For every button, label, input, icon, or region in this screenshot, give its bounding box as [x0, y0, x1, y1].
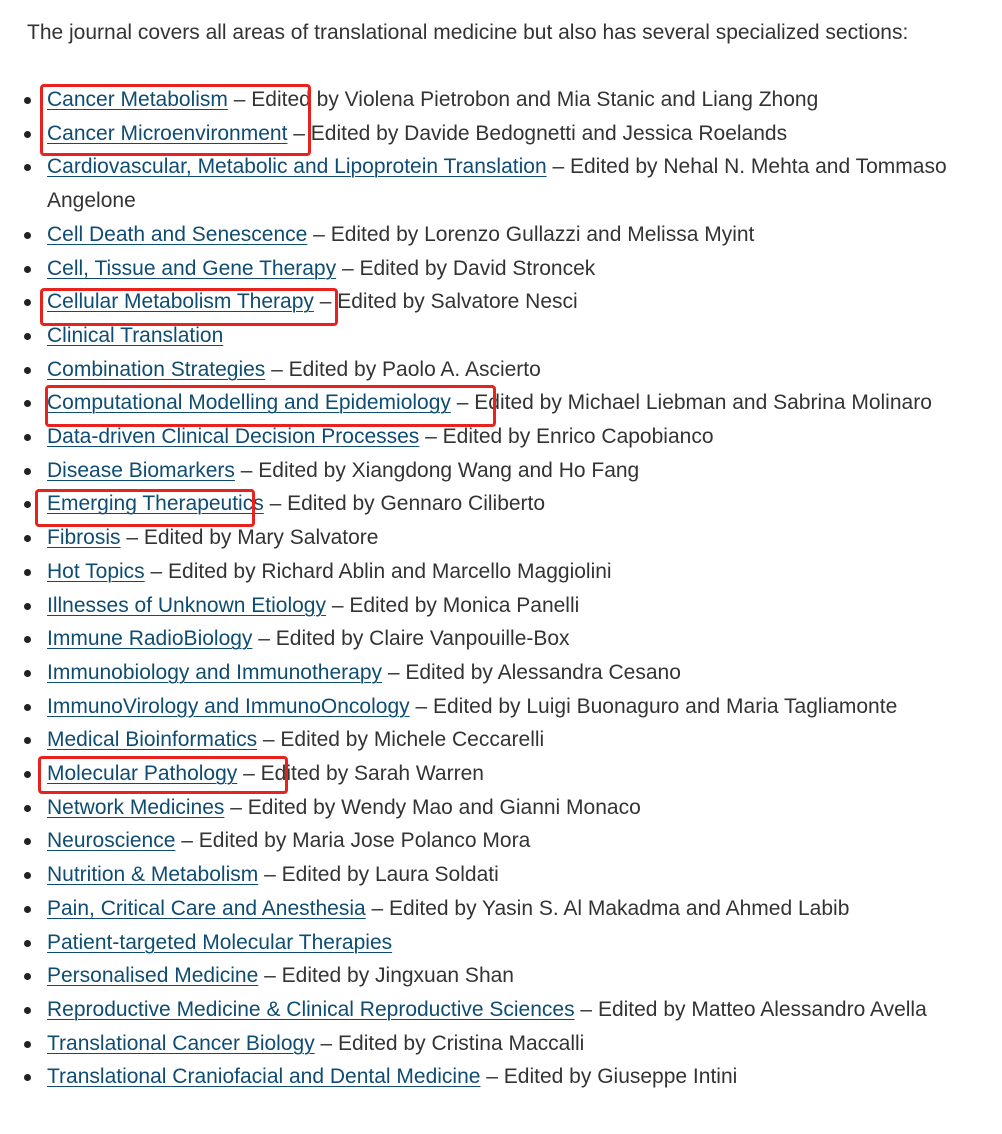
list-item — [0, 656, 1002, 690]
bullet-icon — [24, 872, 31, 879]
section-editors: – Edited by Cristina Maccalli — [314, 1031, 585, 1055]
section-editors: – Edited by Laura Soldati — [258, 863, 499, 887]
list-item — [0, 319, 1002, 353]
section-editors: – Edited by Luigi Buonaguro and Maria Tagliamonte — [409, 694, 898, 718]
bullet-icon — [24, 333, 31, 340]
bullet-icon — [24, 97, 31, 104]
bullet-icon — [24, 434, 31, 441]
bullet-icon — [24, 266, 31, 273]
list-item — [0, 117, 1002, 151]
section-link[interactable]: Medical Bioinformatics — [47, 728, 258, 752]
section-link[interactable]: Personalised Medicine — [47, 964, 259, 988]
list-item — [0, 690, 1002, 724]
list-item — [0, 83, 1002, 117]
section-editors: – Edited by Paolo A. Ascierto — [265, 357, 541, 381]
bullet-icon — [24, 704, 31, 711]
section-editors: – Edited by Mary Salvatore — [120, 526, 379, 550]
section-link[interactable]: Emerging Therapeutics — [47, 492, 264, 516]
bullet-icon — [24, 603, 31, 610]
bullet-icon — [24, 636, 31, 643]
list-item — [0, 420, 1002, 454]
section-link[interactable]: ImmunoVirology and ImmunoOncology — [47, 694, 410, 718]
section-link[interactable]: Combination Strategies — [47, 357, 266, 381]
bullet-icon — [24, 232, 31, 239]
section-link[interactable]: Cell Death and Senescence — [47, 222, 308, 246]
section-editors: – Edited by Richard Ablin and Marcello Maggiolini — [144, 559, 612, 583]
list-item — [0, 622, 1002, 656]
list-item — [0, 1060, 1002, 1094]
bullet-icon — [24, 164, 31, 171]
bullet-icon — [24, 906, 31, 913]
intro-paragraph: The journal covers all areas of translational medicine but also has several specialized sections: — [27, 21, 909, 44]
section-link[interactable]: Neuroscience — [47, 829, 176, 853]
section-link[interactable]: Network Medicines — [47, 795, 225, 819]
bullet-icon — [24, 1007, 31, 1014]
section-link[interactable]: Cell, Tissue and Gene Therapy — [47, 256, 337, 280]
section-editors: – Edited by Michele Ceccarelli — [257, 728, 545, 752]
section-editors: – Edited by Sarah Warren — [237, 762, 484, 786]
list-item — [0, 757, 1002, 791]
list-item — [0, 993, 1002, 1027]
list-item — [0, 589, 1002, 623]
section-link[interactable]: Nutrition & Metabolism — [47, 863, 259, 887]
list-item — [0, 150, 1002, 217]
bullet-icon — [24, 569, 31, 576]
list-item — [0, 892, 1002, 926]
bullet-icon — [24, 805, 31, 812]
list-item — [0, 824, 1002, 858]
list-item — [0, 487, 1002, 521]
section-editors: – Edited by Enrico Capobianco — [419, 425, 714, 449]
section-link[interactable]: Hot Topics — [47, 559, 145, 583]
section-link[interactable]: Translational Craniofacial and Dental Medicine — [47, 1065, 481, 1089]
section-link[interactable]: Disease Biomarkers — [47, 458, 235, 482]
bullet-icon — [24, 131, 31, 138]
list-item — [0, 353, 1002, 387]
bullet-icon — [24, 299, 31, 306]
section-editors: – Edited by Monica Panelli — [325, 593, 580, 617]
section-link[interactable]: Immunobiology and Immunotherapy — [47, 660, 383, 684]
bullet-icon — [24, 468, 31, 475]
section-editors: – Edited by Claire Vanpouille-Box — [252, 627, 570, 651]
section-editors: – Edited by Yasin S. Al Makadma and Ahmed Labib — [365, 896, 850, 920]
section-editors: – Edited by Matteo Alessandro Avella — [574, 997, 927, 1021]
section-link[interactable]: Computational Modelling and Epidemiology — [47, 391, 451, 415]
section-link[interactable]: Patient-targeted Molecular Therapies — [47, 930, 393, 954]
bullet-icon — [24, 940, 31, 947]
section-editors: – Edited by Gennaro Ciliberto — [263, 492, 546, 516]
list-item — [0, 252, 1002, 286]
section-link[interactable]: Fibrosis — [47, 526, 121, 550]
bullet-icon — [24, 501, 31, 508]
section-link[interactable]: Data-driven Clinical Decision Processes — [47, 425, 420, 449]
bullet-icon — [24, 535, 31, 542]
section-editors: – Edited by Jingxuan Shan — [258, 964, 514, 988]
section-editors: – Edited by Nehal N. Mehta and Tommaso Angelone — [47, 155, 947, 213]
list-item — [0, 555, 1002, 589]
section-link[interactable]: Reproductive Medicine & Clinical Reproductive Sciences — [47, 997, 575, 1021]
section-link[interactable]: Pain, Critical Care and Anesthesia — [47, 896, 366, 920]
section-editors: – Edited by Michael Liebman and Sabrina Molinaro — [450, 391, 932, 415]
section-link[interactable]: Immune RadioBiology — [47, 627, 253, 651]
section-editors: – Edited by Wendy Mao and Gianni Monaco — [224, 795, 641, 819]
list-item — [0, 858, 1002, 892]
section-editors: – Edited by David Stroncek — [336, 256, 596, 280]
section-editors: – Edited by Maria Jose Polanco Mora — [175, 829, 531, 853]
section-editors: – Edited by Violena Pietrobon and Mia Stanic and Liang Zhong — [227, 88, 819, 111]
section-link[interactable]: Translational Cancer Biology — [47, 1031, 315, 1055]
section-list — [0, 83, 1002, 1094]
bullet-icon — [24, 400, 31, 407]
section-link[interactable]: Cardiovascular, Metabolic and Lipoprotein Translation — [47, 155, 547, 179]
bullet-icon — [24, 771, 31, 778]
section-link[interactable]: Molecular Pathology — [47, 762, 238, 786]
section-link[interactable]: Illnesses of Unknown Etiology — [47, 593, 326, 617]
bullet-icon — [24, 737, 31, 744]
bullet-icon — [24, 367, 31, 374]
list-item — [0, 218, 1002, 252]
bullet-icon — [24, 1041, 31, 1048]
section-link[interactable]: Cancer Metabolism — [47, 88, 228, 111]
bullet-icon — [24, 1074, 31, 1081]
bullet-icon — [24, 973, 31, 980]
section-editors: – Edited by Salvatore Nesci — [313, 290, 578, 314]
list-item — [0, 521, 1002, 555]
section-editors: – Edited by Davide Bedognetti and Jessica Roelands — [287, 121, 788, 145]
list-item — [0, 791, 1002, 825]
section-editors: – Edited by Xiangdong Wang and Ho Fang — [234, 458, 640, 482]
section-editors: – Edited by Alessandra Cesano — [382, 660, 681, 684]
list-item — [0, 723, 1002, 757]
section-editors: – Edited by Lorenzo Gullazzi and Melissa Myint — [307, 222, 755, 246]
list-item — [0, 386, 1002, 420]
section-link[interactable]: Cancer Microenvironment — [47, 121, 288, 145]
bullet-icon — [24, 670, 31, 677]
section-editors: – Edited by Giuseppe Intini — [480, 1065, 738, 1089]
section-link[interactable]: Clinical Translation — [47, 323, 224, 347]
list-item — [0, 959, 1002, 993]
section-link[interactable]: Cellular Metabolism Therapy — [47, 290, 314, 314]
list-item — [0, 1027, 1002, 1061]
bullet-icon — [24, 838, 31, 845]
list-item — [0, 285, 1002, 319]
list-item — [0, 454, 1002, 488]
list-item — [0, 926, 1002, 960]
